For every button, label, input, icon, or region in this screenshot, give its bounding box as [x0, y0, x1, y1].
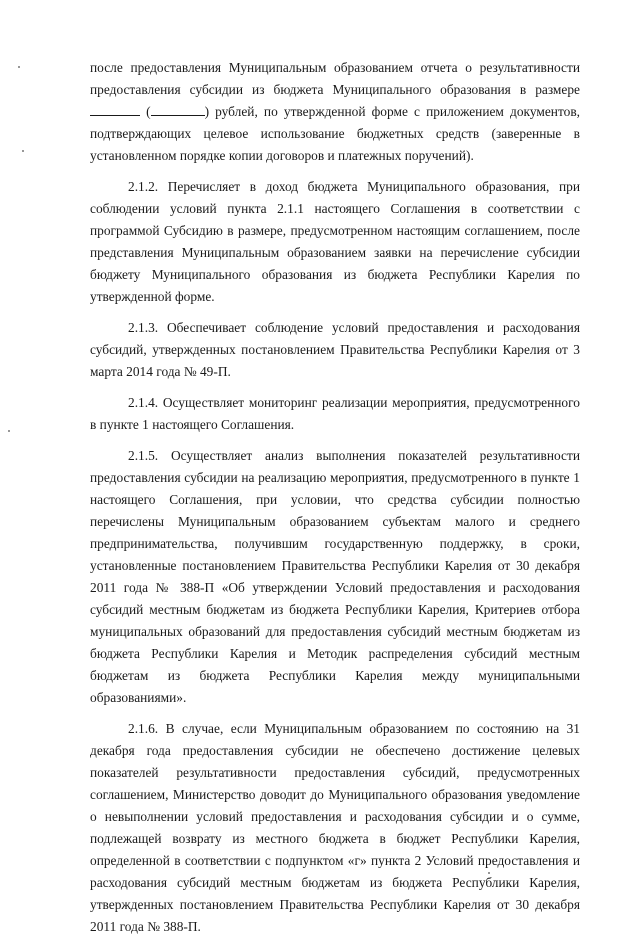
document-body — [90, 57, 580, 947]
scan-speck — [8, 430, 10, 432]
amount-words-blank — [151, 103, 205, 116]
scan-speck — [22, 150, 24, 152]
paragraph-2-1-5: 2.1.5. Осуществляет анализ выполнения показателей результативности предоставления субсидии на реализацию мероприятия, предусмотренного в пункте 1 настоящего Соглашения, при условии, что средства субсидии полностью перечислены Муниципальным образованием субъектам малого и среднего предпринимательства, получившим государственную поддержку, в сроки, установленные постановлением Правительства Республики Карелия от 30 декабря 2011 года № 388-П «Об утверждении Условий предоставления и расходования субсидий местным бюджетам из бюджета Республики Карелия, Критериев отбора муниципальных образований для предоставления субсидий местным бюджетам из бюджета Республики Карелия и Методик распределения субсидий местным бюджетам из бюджета Республики Карелия между муниципальными образованиями». — [90, 448, 580, 705]
paragraph-2-1-3: 2.1.3. Обеспечивает соблюдение условий предоставления и расходования субсидий, утвержденных постановлением Правительства Республики Карелия от 3 марта 2014 года № 49-П. — [90, 320, 580, 379]
paragraph-continued — [90, 57, 580, 167]
open-paren: ( — [146, 104, 151, 119]
paragraph-2-1-2: 2.1.2. Перечисляет в доход бюджета Муниципального образования, при соблюдении условий пункта 2.1.1 настоящего Соглашения в соответствии с программой Субсидию в размере, предусмотренном настоящим соглашением, после представления Муниципальным образованием заявки на перечисление субсидии бюджету Муниципального образования из бюджета Республики Карелия по утвержденной форме. — [90, 179, 580, 304]
scan-speck — [18, 66, 20, 68]
paragraph-2-1-4: 2.1.4. Осуществляет мониторинг реализации мероприятия, предусмотренного в пункте 1 настоящего Соглашения. — [90, 395, 580, 432]
amount-blank — [90, 103, 140, 116]
paragraph-text: после предоставления Муниципальным образованием отчета о результативности предоставления субсидии из бюджета Муниципального образования в размере — [90, 60, 580, 97]
paragraph-2-1-6: 2.1.6. В случае, если Муниципальным образованием по состоянию на 31 декабря года предоставления субсидии не обеспечено достижение целевых показателей результативности предоставления субсидий, предусмотренных соглашением, Министерство доводит до Муниципального образования уведомление о невыполнении условий предоставления и расходования субсидии и о сумме, подлежащей возврату из местного бюджета в бюджет Республики Карелия, определенной в соответствии с подпунктом «г» пункта 2 Условий предоставления и расходования субсидий местным бюджетам из бюджета Республики Карелия, утвержденных постановлением Правительства Республики Карелия от 30 декабря 2011 года № 388-П. — [90, 721, 580, 934]
paragraph-text: ) рублей, по утвержденной форме с приложением документов, подтверждающих целевое использование бюджетных средств (заверенные в установленном порядке копии договоров и платежных поручений). — [90, 104, 580, 163]
